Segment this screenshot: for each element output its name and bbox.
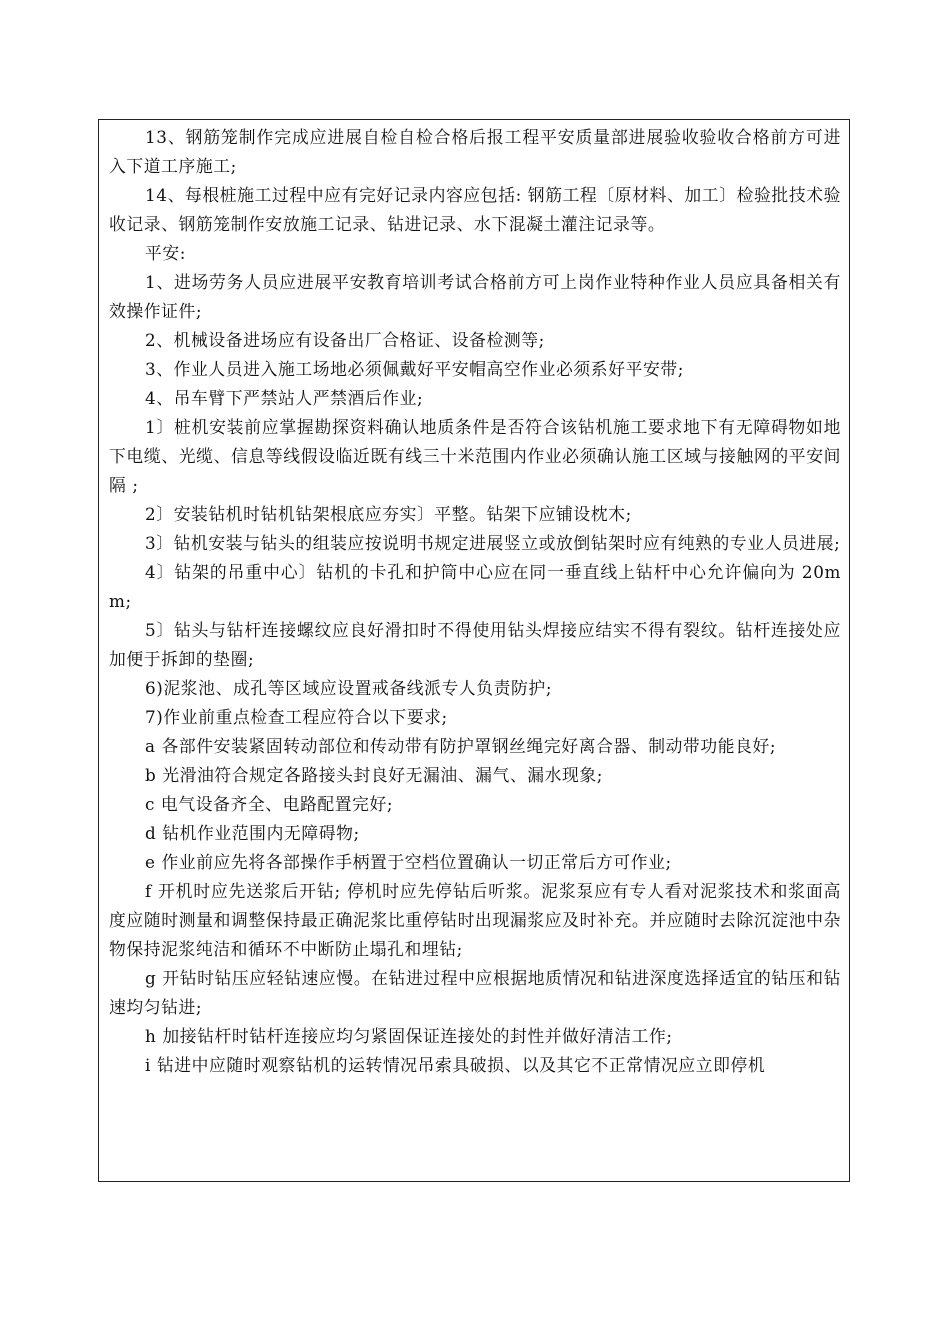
paragraph: i 钻进中应随时观察钻机的运转情况吊索具破损、以及其它不正常情况应立即停机	[145, 1055, 766, 1075]
paragraph: 1〕桩机安装前应掌握勘探资料确认地质条件是否符合该钻机施工要求地下有无障碍物如地下电缆、光缆、信息等线假设临近既有线三十米范围内作业必须确认施工区域与接触网的平安间隔 ;	[109, 417, 841, 495]
paragraph: 2、机械设备进场应有设备出厂合格证、设备检测等;	[145, 330, 545, 350]
paragraph: 14、每根桩施工过程中应有完好记录内容应包括: 钢筋工程〔原材料、加工〕检验批技术验收记录、钢筋笼制作安放施工记录、钻进记录、水下混凝土灌注记录等。	[109, 185, 841, 234]
section-heading: 平安:	[145, 243, 187, 263]
paragraph: b 光滑油符合规定各路接头封良好无漏油、漏气、漏水现象;	[145, 765, 604, 785]
paragraph: 4、吊车臂下严禁站人严禁酒后作业;	[145, 388, 424, 408]
paragraph: 2〕安装钻机时钻机钻架根底应夯实〕平整。钻架下应铺设枕木;	[145, 504, 632, 524]
paragraph: 13、钢筋笼制作完成应进展自检自检合格后报工程平安质量部进展验收验收合格前方可进入下道工序施工;	[109, 127, 841, 176]
document-table-cell	[98, 119, 850, 1182]
paragraph: c 电气设备齐全、电路配置完好;	[145, 794, 394, 814]
paragraph: h 加接钻杆时钻杆连接应均匀紧固保证连接处的封性并做好清洁工作;	[145, 1026, 673, 1046]
paragraph: e 作业前应先将各部操作手柄置于空档位置确认一切正常后方可作业;	[145, 852, 672, 872]
paragraph: g 开钻时钻压应轻钻速应慢。在钻进过程中应根据地质情况和钻进深度选择适宜的钻压和钻速均匀钻进;	[109, 968, 841, 1017]
paragraph: 5〕钻头与钻杆连接螺纹应良好滑扣时不得使用钻头焊接应结实不得有裂纹。钻杆连接处应加便于拆卸的垫圈;	[109, 620, 841, 669]
paragraph: 6)泥浆池、成孔等区域应设置戒备线派专人负责防护;	[145, 678, 553, 698]
paragraph: 4〕钻架的吊重中心〕钻机的卡孔和护筒中心应在同一垂直线上钻杆中心允许偏向为 20mm;	[109, 562, 841, 611]
document-body	[109, 123, 841, 1080]
paragraph: 1、进场劳务人员应进展平安教育培训考试合格前方可上岗作业特种作业人员应具备相关有效操作证件;	[109, 272, 841, 321]
paragraph: 3、作业人员进入施工场地必须佩戴好平安帽高空作业必须系好平安带;	[145, 359, 684, 379]
paragraph: a 各部件安装紧固转动部位和传动带有防护罩钢丝绳完好离合器、制动带功能良好;	[145, 736, 777, 756]
paragraph: d 钻机作业范围内无障碍物;	[145, 823, 360, 843]
paragraph: f 开机时应先送浆后开钻; 停机时应先停钻后听浆。泥浆泵应有专人看对泥浆技术和浆面高度应随时测量和调整保持最正确泥浆比重停钻时出现漏浆应及时补充。并应随时去除沉淀池中杂物保持泥浆纯洁和循环不中断防止塌孔和埋钻;	[109, 881, 841, 959]
paragraph: 7)作业前重点检查工程应符合以下要求;	[145, 707, 448, 727]
paragraph: 3〕钻机安装与钻头的组装应按说明书规定进展竖立或放倒钻架时应有纯熟的专业人员进展;	[145, 533, 841, 553]
